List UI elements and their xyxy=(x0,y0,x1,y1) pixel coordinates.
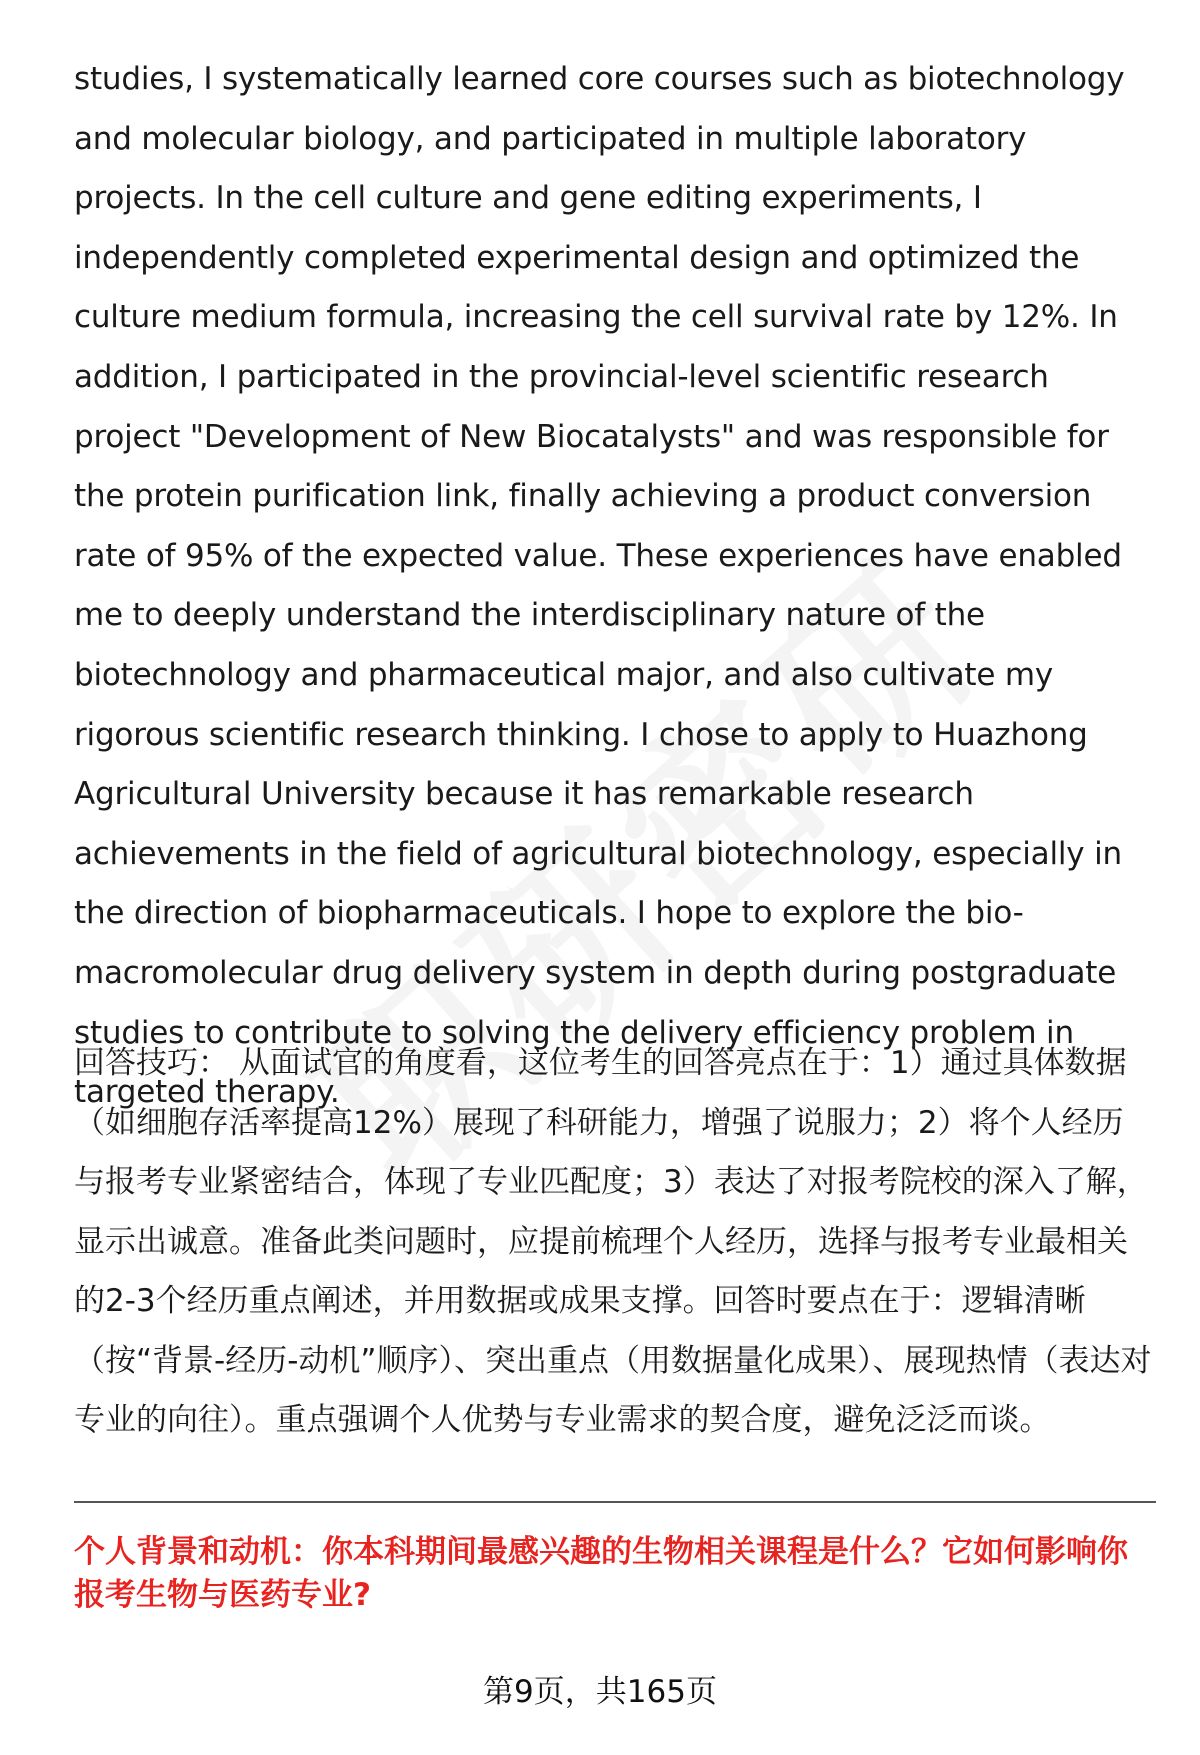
section-divider xyxy=(74,1501,1156,1503)
answer-tips-paragraph: 回答技巧： 从面试官的角度看，这位考生的回答亮点在于：1）通过具体数据（如细胞存活率提高12%）展现了科研能力，增强了说服力；2）将个人经历与报考专业紧密结合，体现了专业匹配度；3）表达了对报考院校的深入了解，显示出诚意。准备此类问题时，应提前梳理个人经历，选择与报考专业最相关的2-3个经历重点阐述，并用数据或成果支撑。回答时要点在于：逻辑清晰（按“背景-经历-动机”顺序）、突出重点（用数据量化成果）、展现热情（表达对专业的向往）。重点强调个人优势与专业需求的契合度，避免泛泛而谈。 xyxy=(74,1045,1152,1438)
question-heading: 个人背景和动机：你本科期间最感兴趣的生物相关课程是什么？它如何影响你报考生物与医药专业? xyxy=(74,1534,1128,1613)
answer-paragraph: studies, I systematically learned core courses such as biotechnology and molecular biology, and participated in multiple laboratory projects. In the cell culture and gene editing experiments, I independently completed experimental design and optimized the culture medium formula, increasing the cell survival rate by 12%. In addition, I participated in the provincial-level scientific research project "Development of New Biocatalysts" and was responsible for the protein purification link, finally achieving a product conversion rate of 95% of the expected value. These experiences have enabled me to deeply understand the interdisciplinary nature of the biotechnology and pharmaceutical major, and also cultivate my rigorous scientific research thinking. I chose to apply to Huazhong Agricultural University because it has remarkable research achievements in the field of agricultural biotechnology, especially in the direction of biopharmaceuticals. I hope to explore the bio-macromolecular drug delivery system in depth during postgraduate studies to contribute to solving the delivery efficiency problem in targeted therapy. xyxy=(74,61,1125,1111)
page-number: 第9页，共165页 xyxy=(483,1674,717,1710)
